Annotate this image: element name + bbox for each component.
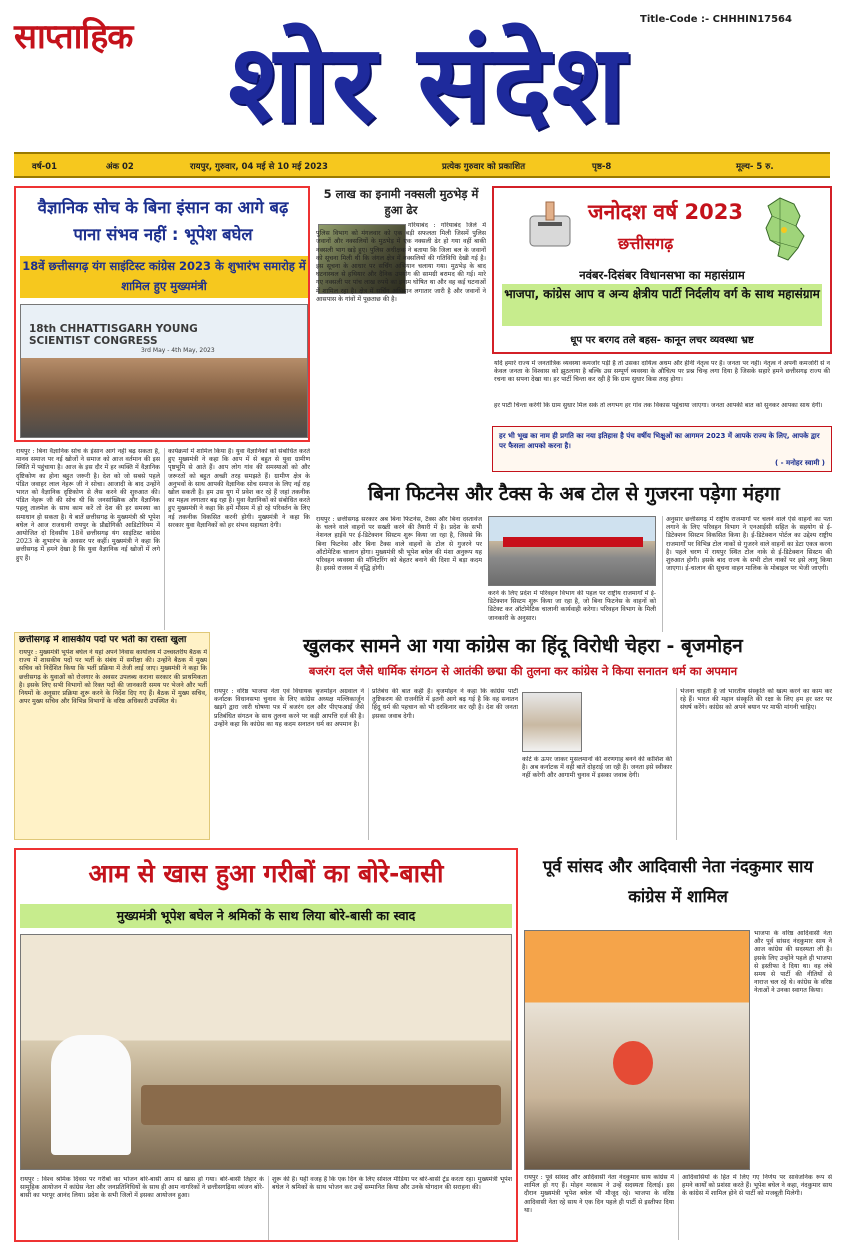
dateline-year: वर्ष-01 <box>32 162 57 172</box>
story3-state: छत्तीसगढ़ <box>618 234 674 253</box>
voting-hand-icon <box>524 198 578 252</box>
story4-headline: बिना फिटनेस और टैक्स के अब टोल से गुजरना पड़ेगा मंहगा <box>368 483 780 505</box>
story-brijmohan <box>214 632 832 840</box>
story6-body-col4: भेजना चाहती है जो भारतीय संस्कृति को खत्म करने का काम कर रहे हैं। भारत की महान संस्कृति की रक्षा के लिए हम हर स्तर पर संघर्ष करेंगे। कांग्रेस को अपने बयान पर माफी मांगनी चाहिए। <box>676 688 832 840</box>
story7-body-col2: शुरू की है। यही वजह है कि एक दिन के लिए सोशल मीडिया पर बोरे-बासी ट्रेंड करता रहा। मुख्यमंत्री भूपेश बघेल ने श्रमिकों के साथ भोजन कर उन्हें सम्मानित किया और उनके योगदान की सराहना की। <box>268 1176 512 1240</box>
story3-quote: हर भी भूख का नाम ही प्रगति का नया इतिहास है पंच वर्षीय भिक्षुओं का आगमन 2023 में आपके राज्य के लिए, आपके द्वार पर फैसला आपको करना है। <box>499 432 820 450</box>
story5-headline: छत्तीसगढ़ में शासकीय पदों पर भर्ती का रास्ता खुला <box>19 635 187 645</box>
story3-quote-author: ( - मनोहर स्वामी ) <box>775 459 825 467</box>
story3-quote-box <box>492 426 832 472</box>
story4-body-col2: करने के लिए प्रदेश में परिवहन विभाग की पहल पर राष्ट्रीय राजमार्गों में ई-डिटेक्शन सिस्टम शुरू किया जा रहा है, जो बिना फिटनेस के वाहनों को डिटेक्ट कर ऑटोमेटिक चालानी कार्यवाही करेगा। परिवहन विभाग के मिली जानकारी के अनुसार। <box>488 590 656 622</box>
story4-photo <box>488 516 656 586</box>
story-elections <box>492 186 832 474</box>
story-bore-basi <box>14 848 518 1242</box>
story7-photo-person <box>51 1035 131 1155</box>
story3-headline: जनोदश वर्ष 2023 <box>588 200 743 224</box>
story8-body-col2: आदिवासियों के हित में लिए गए निर्णय पर सार्वजनिक रूप से हमने कार्यों को प्रशंसा करते हैं। भूपेश बघेल ने कहा, नंदकुमार साय के कांग्रेस में शामिल होने से पार्टी को मजबूती मिलेगी। <box>678 1174 832 1240</box>
story1-banner-text: 18th CHHATTISGARH YOUNG SCIENTIST CONGRESS <box>29 323 198 347</box>
dateline-price: मूल्य- 5 रु. <box>736 162 774 172</box>
dateline-date: रायपुर, गुरुवार, 04 मई से 10 मई 2023 <box>190 162 328 172</box>
story-naxal <box>316 186 486 474</box>
story3-footnote: हर पार्टी चिन्ता करेगी कि ग्राम सुधार मिल सके तो लगभग हर गांव तक विकास पहुंचाया जाएगा। जनता आपकी बात को सुनकर आपका साथ देगी। <box>494 402 823 409</box>
story7-subhead: मुख्यमंत्री भूपेश बघेल ने श्रमिकों के साथ लिया बोरे-बासी का स्वाद <box>20 904 512 928</box>
story6-headline: खुलकर सामने आ गया कांग्रेस का हिंदू विरोधी चेहरा - बृजमोहन <box>303 635 743 657</box>
story3-subhead: नवंबर-दिसंबर विधानसभा का महासंग्राम <box>579 268 745 282</box>
dateline-bar <box>14 152 830 178</box>
story7-photo <box>20 934 512 1170</box>
story6-subhead: बजरंग दल जैसे धार्मिक संगठन से आतंकी छद्मा की तुलना कर कांग्रेस ने किया सनातन धर्म का अपमान <box>308 664 738 678</box>
story1-body-col2: कार्यक्रमों में शामिल किया है। युवा वैज्ञानिकों को संबोधित करते हुए मुख्यमंत्री ने कहा कि आप में से बहुत से युवा ग्रामीण पृष्ठभूमि से आते हैं। आप लोग गांव की समस्याओं को और जरूरतों को बहुत अच्छी तरह समझते हैं। ग्रामीण क्षेत्र के अनुभवों के साथ आपकी वैज्ञानिक सोच समाज के लिए नई राह खोल सकती है। हम उस युग में प्रवेश कर रहे हैं जहां तकनीक का महत्व लगातार बढ़ रहा है। युवा वैज्ञानिकों को संबोधित करते हुए मुख्यमंत्री ने कहा कि हमें मौसम में हो रहे परिवर्तन के लिए नई तकनीक विकसित करनी होगी। मुख्यमंत्री ने कहा कि सरकार युवा वैज्ञानिकों को हर संभव सहायता देगी। <box>164 448 310 630</box>
story6-body-col1: रायपुर : वरिष्ठ भाजपा नेता एवं विधायक बृजमोहन अग्रवाल ने कर्नाटक विधानसभा चुनाव के लिए कांग्रेस अध्यक्ष मल्लिकार्जुन खड़गे द्वारा जारी घोषणा पत्र में बजरंग दल और पीएफआई जैसे प्रतिबंधित संगठन के साथ तुलना करने पर कड़ी आपत्ति दर्ज की है। उन्होंने कहा कि कांग्रेस का यह कदम सनातन धर्म का अपमान है। <box>214 688 364 728</box>
story3-body: यदि हमारे राज्य में जनतांत्रिक व्यवस्था कमजोर पड़ी है तो उसका दायित्व अधम और हीनी नेतृत्व पर है। जनता पर नहीं। नेतृत्व ने अपनी कमजोरी से न केवल जनता के विश्वास को झुठलाया है बल्कि उस सम्पूर्ण व्यवस्था के औचित्य पर प्रश्न चिन्ह लगा दिया है जिसके सहारे हमने छत्तीसगढ़ राज्य की रचना का सपना देखा था। हर पार्टी चिन्ता कर रही है कि ग्राम सुधार किस तरह होगा। <box>494 360 830 384</box>
dateline-issue: अंक 02 <box>106 162 134 172</box>
masthead-title-code: Title-Code :- CHHHIN17564 <box>640 14 792 25</box>
dateline-pages: पृष्ठ-8 <box>592 162 612 172</box>
story-nandkumar <box>524 848 832 1242</box>
story1-banner-date: 3rd May - 4th May, 2023 <box>141 347 215 354</box>
story1-headline: वैज्ञानिक सोच के बिना इंसान का आगे बढ़ पाना संभव नहीं : भूपेश बघेल <box>37 198 289 244</box>
story-science-congress <box>14 186 310 442</box>
toll-canopy <box>503 537 643 547</box>
story8-side: भाजपा के वरिष्ठ आदिवासी नेता और पूर्व सांसद नंदकुमार साय ने आज कांग्रेस की सदस्यता ली है। इसके लिए उन्होंने पहले ही भाजपा से इस्तीफा दे दिया था। वह लंबे समय से पार्टी की नीतियों से नाराज चल रहे थे। कांग्रेस के वरिष्ठ नेताओं ने उनका स्वागत किया। <box>754 930 832 995</box>
story-recruitment <box>14 632 210 840</box>
story3-band: भाजपा, कांग्रेस आप व अन्य क्षेत्रीय पार्टी निर्दलीय वर्ग के साथ महासंग्राम <box>502 284 822 326</box>
story7-headline: आम से खास हुआ गरीबों का बोरे-बासी <box>88 859 444 888</box>
masthead-title: शोर संदेश <box>228 22 628 147</box>
story1-photo <box>20 304 308 438</box>
story8-body-col1: रायपुर : पूर्व सांसद और आदिवासी नेता नंदकुमार साय कांग्रेस में शामिल हो गए हैं। मोहन मरकाम ने उन्हें सदस्यता दिलाई। इस दौरान मुख्यमंत्री भूपेश बघेल भी मौजूद रहे। भाजपा के वरिष्ठ आदिवासी नेता रहे साय ने एक दिन पहले ही पार्टी से इस्तीफा दिया था। <box>524 1174 674 1214</box>
story6-body-col3: कोर्ट के ऊपर जाकर मुसलमानों की शरणगाह बनने की कोशिश की है। अब कर्नाटक में वही बातें दोहराई जा रही हैं। जनता इसे स्वीकार नहीं करेगी और आगामी चुनाव में इसका जवाब देगी। <box>522 756 672 780</box>
story4-body-col1: रायपुर : छत्तीसगढ़ सरकार अब बिना फिटनेस, टैक्स और बिना दस्तावेज के चलने वाले वाहनों पर सख्ती करने की तैयारी में है। प्रदेश के सभी नेशनल हाईवे पर ई-डिटेक्शन सिस्टम शुरू किया जा रहा है, जिससे कि बिना फिटनेस और बिना टैक्स वाले वाहनों के टोल से गुजरने पर ऑटोमेटिक चालान होगा। मुख्यमंत्री श्री भूपेश बघेल की मंशा अनुरूप यह परिवहन व्यवस्था की मॉनिटरिंग को बेहतर बनाने की दिशा में बड़ा कदम है। इससे राजस्व में वृद्धि होगी। <box>316 516 482 573</box>
story5-body: रायपुर : मुख्यमंत्री भूपेश बघेल ने यहां अपने निवास कार्यालय में उच्चस्तरीय बैठक में राज्य में शासकीय पदों पर भर्ती के संबंध में समीक्षा की। उन्होंने बैठक में मुख्य सचिव को निर्देशित किया कि भर्ती प्रक्रिया में तेजी लाई जाए। मुख्यमंत्री ने कहा कि छत्तीसगढ़ के युवाओं को रोजगार के अवसर उपलब्ध कराना सरकार की प्राथमिकता है। इसके लिए सभी विभागों को रिक्त पदों की जानकारी समय पर भेजने और भर्ती नियमों के अनुसार प्रक्रिया शुरू करने के निर्देश दिए गए हैं। बैठक में मुख्य सचिव, अपर मुख्य सचिव और विभिन्न विभागों के वरिष्ठ अधिकारी उपस्थित थे। <box>19 649 207 706</box>
chhattisgarh-map-icon <box>750 196 818 264</box>
story8-headline: पूर्व सांसद और आदिवासी नेता नंदकुमार साय कांग्रेस में शामिल <box>542 857 814 906</box>
masthead <box>0 0 844 150</box>
story1-body-col1: रायपुर : बिना वैज्ञानिक सोच के इंसान आगे नहीं बढ़ सकता है, मानव समाज पर नई खोजों ने समाज को आज वर्तमान की इस स्थिति में पहुंचाया है। आज के इस दौर में हर व्यक्ति में वैज्ञानिक दृष्टिकोण का होना बहुत जरूरी है। देश को जो सबसे पहले पंडित जवाहर लाल नेहरू जी ने सोचा। आजादी के बाद उन्होंने भारत को वैज्ञानिक दृष्टिकोण से लैस करने की शुरुआत की। पंडित नेहरू जी की सोच थी कि जनसांख्यिक और वैज्ञानिक पहलू तालमेल के साथ काम करें तो देश की हर समस्या का समाधान हो सकता है। ये बातें छत्तीसगढ़ के मुख्यमंत्री श्री भूपेश बघेल ने आज राजधानी रायपुर के प्रौद्योगिकी आडिटोरियम में आयोजित दो दिवसीय 18वें छत्तीसगढ़ यंग साइंटिस्ट कांग्रेस 2023 के शुभारंभ के अवसर पर कहीं। मुख्यमंत्री ने कहा कि छत्तीसगढ़ में हमने देखा है कि युवा वैज्ञानिक नई खोजों में लगे हुए हैं। <box>16 448 160 562</box>
story8-photo-flowers <box>613 1041 653 1085</box>
story3-box <box>492 186 832 354</box>
story-toll <box>316 480 832 630</box>
story7-body-col1: रायपुर : विश्व श्रमिक दिवस पर गरीबों का भोजन बोरे-बासी आम से खास हो गया। बोरे-बासी तिहार के सामूहिक आयोजन में कांग्रेस नेता और जनप्रतिनिधियों के साथ ही आम नागरिकों ने छत्तीसगढ़िया व्यंजन बोरे-बासी का भरपूर आनंद लिया। प्रदेश के सभी जिलों में इसका आयोजन हुआ। <box>20 1176 264 1200</box>
masthead-kicker: साप्ताहिक <box>14 17 133 57</box>
story1-subhead: 18वें छत्तीसगढ़ यंग साइंटिस्ट कांग्रेस 2023 के शुभारंभ समारोह में शामिल हुए मुख्यमंत्री <box>20 256 308 298</box>
story2-headline: 5 लाख का इनामी नक्सली मुठभेड़ में हुआ ढेर <box>323 187 479 217</box>
story6-body-col2: प्रतिबंध की बात कही है। बृजमोहन ने कहा कि कांग्रेस पार्टी तुष्टिकरण की राजनीति में इतनी आगे बढ़ गई है कि वह सनातन हिंदू धर्म की पहचान को भी दरकिनार कर रही है। देश की जनता इसका जवाब देगी। <box>368 688 518 840</box>
story6-photo <box>522 692 582 752</box>
story4-body-col3: अनुसार छत्तीसगढ़ में राष्ट्रीय राजमार्गों पर चलने वाले ऐसे वाहनों का पता लगाने के लिए परिवहन विभाग ने एनआईसी सहित के सहयोग से ई-डिटेक्शन सिस्टम विकसित किया है। ई-डिटेक्शन पोर्टल का उद्देश्य राष्ट्रीय राजमार्गों पर विभिन्न टोल नाकों से गुजरने वाले वाहनों का डेटा एकत्र करना है। पहले चरण में रायपुर स्थित टोल नाके से ई-डिटेक्शन सिस्टम की शुरुआत होगी। इसके बाद राज्य के सभी टोल नाकों पर इसे लागू किया जाएगा। ई-चालान की सूचना वाहन मालिक के मोबाइल पर भेजी जाएगी। <box>662 516 832 632</box>
dateline-frequency: प्रत्येक गुरुवार को प्रकाशित <box>442 162 526 172</box>
story8-photo <box>524 930 750 1170</box>
story7-photo-table <box>141 1085 501 1125</box>
story2-body: गरियाबंद : गरियाबंद जिले में पुलिस विभाग को मंगलवार को एक बड़ी सफलता मिली जिसमें पुलिस जवानों और नक्सलियों के मुठभेड़ में एक नक्सली ढेर हो गया वहीं बाकी नक्सली भाग खड़े हुए। पुलिस अधीक्षक ने बताया कि जिला बल के जवानों को सूचना मिली थी कि जंगल क्षेत्र में नक्सलियों की गतिविधि देखी गई है। इस सूचना के आधार पर सर्चिंग अभियान चलाया गया। मुठभेड़ के बाद घटनास्थल से हथियार और दैनिक उपयोग की सामग्री बरामद की गई। मारे गए नक्सली पर पांच लाख रुपये का इनाम घोषित था और वह कई घटनाओं में शामिल रहा है। क्षेत्र में सर्चिंग अभियान लगातार जारी है और जवानों ने आसपास के गांवों में पूछताछ की है। <box>316 222 486 303</box>
story3-tagline: धूप पर बरगद तले बहस- कानून लचर व्यवस्था भ्रष्ट <box>570 335 754 346</box>
